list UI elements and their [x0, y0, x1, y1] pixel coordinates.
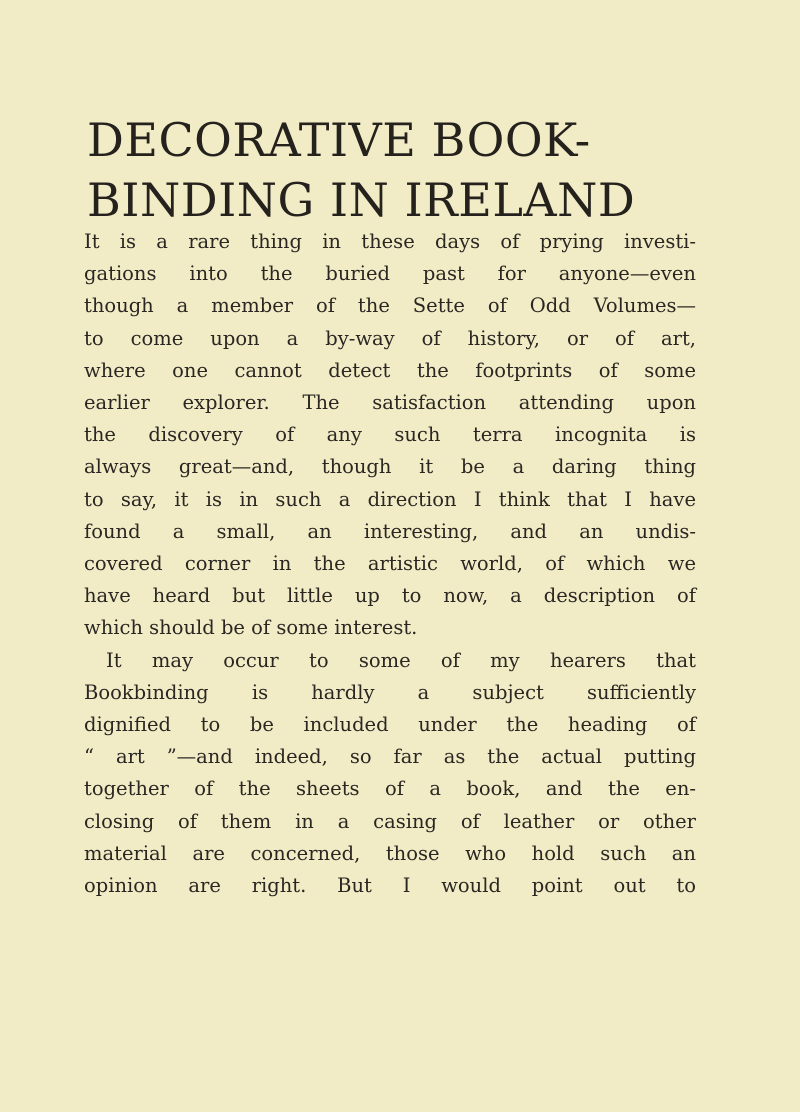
- body-text: [84, 226, 696, 902]
- text-line: to come upon a by-way of history, or of art,: [84, 326, 696, 350]
- paragraph-2: [84, 645, 696, 903]
- text-line: where one cannot detect the footprints of some: [84, 358, 696, 382]
- text-line: together of the sheets of a book, and the en-: [84, 777, 696, 801]
- chapter-title: [87, 110, 727, 230]
- text-line: found a small, an interesting, and an undis-: [84, 519, 696, 543]
- text-line: “ art ”—and indeed, so far as the actual putting: [84, 745, 696, 769]
- text-line: have heard but little up to now, a description of: [84, 584, 696, 608]
- text-line: material are concerned, those who hold such an: [84, 841, 696, 865]
- text-line: It may occur to some of my hearers that: [106, 648, 696, 672]
- text-line: to say, it is in such a direction I think that I have: [84, 487, 696, 511]
- text-line: opinion are right. But I would point out to: [84, 874, 696, 898]
- text-line: earlier explorer. The satisfaction attending upon: [84, 391, 696, 415]
- text-line: It is a rare thing in these days of prying investi-: [84, 230, 696, 253]
- text-line: dignified to be included under the heading of: [84, 713, 696, 737]
- title-line-1: DECORATIVE BOOK-: [87, 113, 591, 167]
- title-line-2: BINDING IN IRELAND: [87, 173, 636, 227]
- text-line: closing of them in a casing of leather or other: [84, 809, 696, 833]
- text-line: gations into the buried past for anyone—even: [84, 262, 696, 286]
- text-line: always great—and, though it be a daring thing: [84, 455, 696, 479]
- paragraph-1: [84, 226, 696, 645]
- text-line: which should be of some interest.: [84, 616, 418, 640]
- text-line: though a member of the Sette of Odd Volumes—: [84, 294, 696, 318]
- text-line: the discovery of any such terra incognita is: [84, 423, 696, 447]
- text-line: covered corner in the artistic world, of which we: [84, 552, 696, 576]
- text-line: Bookbinding is hardly a subject sufficiently: [84, 680, 696, 704]
